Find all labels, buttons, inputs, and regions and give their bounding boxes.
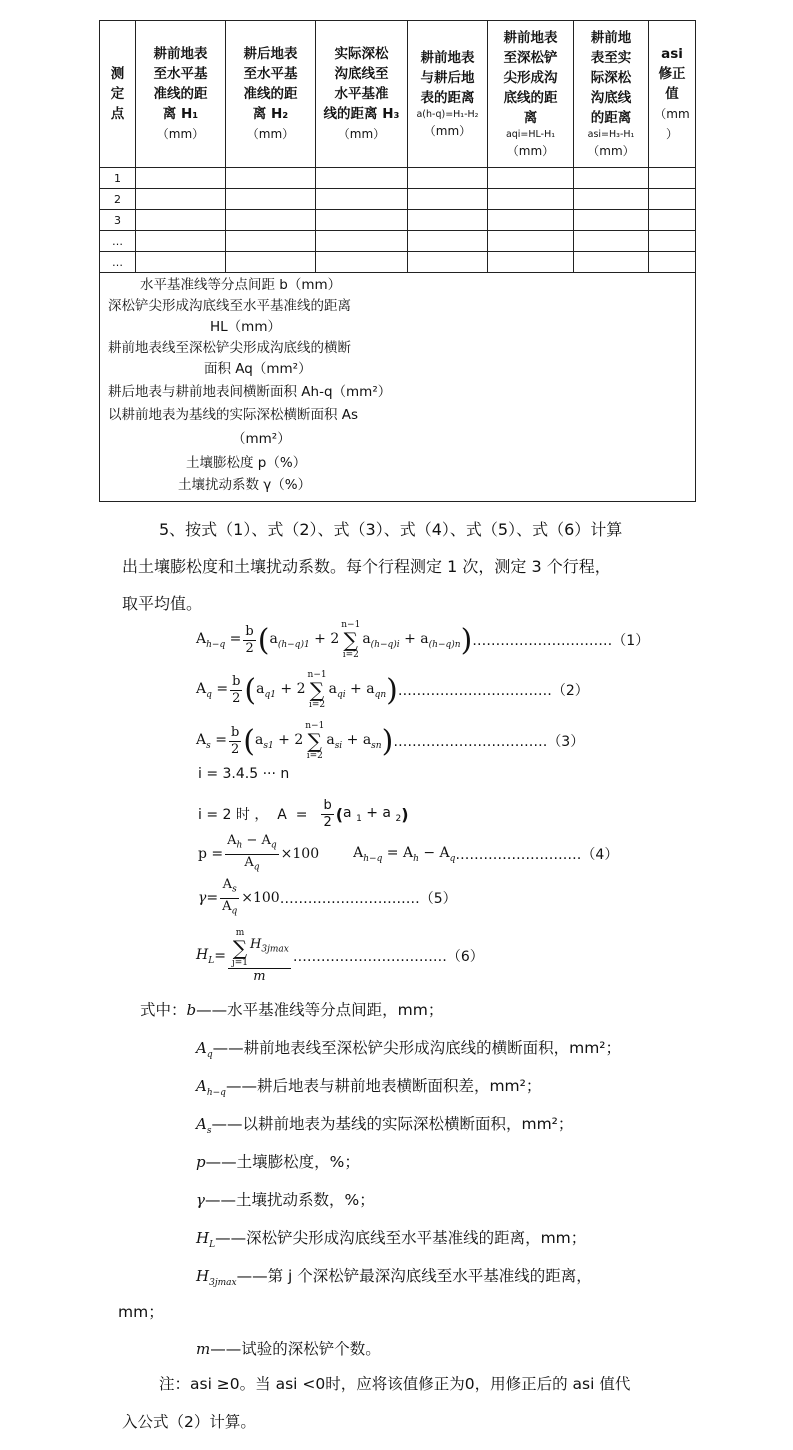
- table-cell: [649, 231, 696, 252]
- definition-ahq: $A_{h-q}——$耕后地表与耕前地表横断面积差，mm²；: [196, 1077, 542, 1098]
- header-cell: 耕前地表 与耕后地 表的距离 a(h-q)=H₁-H₂ （mm）: [408, 21, 488, 168]
- header-cell: 耕前地 表至实 际深松 沟底线 的距离 asi=H₃-H₁ （mm）: [574, 21, 649, 168]
- table-cell: [408, 231, 488, 252]
- step5-line: 取平均值。: [122, 594, 203, 613]
- table-cell: [574, 189, 649, 210]
- definition-text: ——耕前地表线至深松铲尖形成沟底线的横断面积，mm²；: [212, 1039, 622, 1057]
- definition-p: p——土壤膨松度，%；: [196, 1153, 360, 1171]
- table-cell: [488, 252, 574, 273]
- table-cell: [574, 252, 649, 273]
- definition-text: ——耕后地表与耕前地表横断面积差，mm²；: [225, 1077, 542, 1095]
- table-cell: [316, 210, 408, 231]
- table-cell: [574, 231, 649, 252]
- table-summary-row: [100, 273, 696, 502]
- definition-intro: 式中：: [140, 1001, 187, 1019]
- definition-as: $A_s——$以耕前地表为基线的实际深松横断面积，mm²；: [196, 1115, 574, 1136]
- table-row: [100, 168, 696, 189]
- summary-line: 耕后地表与耕前地表间横断面积 Ah-q（mm²）: [108, 384, 392, 400]
- table-cell: [136, 252, 226, 273]
- table-cell: [408, 210, 488, 231]
- equation-number: ……………………………（6）: [292, 949, 484, 965]
- summary-line: （mm²）: [232, 431, 291, 447]
- formula-6: $H_L$ = m ∑ j=1 $H_{3jmax}$ m ……………………………（6）: [196, 927, 484, 984]
- table-cell: [408, 189, 488, 210]
- definition-b: 式中：b——水平基准线等分点间距，mm；: [140, 1001, 444, 1019]
- header-cell: 实际深松 沟底线至 水平基准 线的距离 H₃ （mm）: [316, 21, 408, 168]
- table-cell: [488, 189, 574, 210]
- table-cell: [136, 210, 226, 231]
- row-label: 1: [100, 168, 136, 189]
- table-cell: [408, 252, 488, 273]
- header-cell: 耕前地表 至水平基 准线的距 离 H₁ （mm）: [136, 21, 226, 168]
- definition-h3j-unit: mm；: [118, 1303, 164, 1321]
- equation-number: ……………………………（2）: [397, 683, 589, 699]
- table-cell: [649, 189, 696, 210]
- summary-line: 水平基准线等分点间距 b（mm）: [140, 277, 342, 293]
- table-row: [100, 231, 696, 252]
- summary-line: 土壤扰动系数 γ（%）: [178, 477, 312, 493]
- formula-i-two: i = 2 时 ， A = $\frac{b}{2}$ ( a $_1$ + a $_2$ ): [198, 797, 409, 830]
- definition-h3j: $H_{3jmax}——$第 j 个深松铲最深沟底线至水平基准线的距离，: [196, 1267, 592, 1288]
- table-cell: [226, 189, 316, 210]
- definition-text: ——试验的深松铲个数。: [210, 1340, 381, 1358]
- definition-m: m——试验的深松铲个数。: [196, 1340, 381, 1358]
- formula-2: $A_q$ = $\frac{b}{2}$ ( $a_{q1} + 2$ n−1 ∑ i=2 $a_{qi} + a_{qn}$ ) ……………………………（2）: [196, 670, 589, 710]
- definition-text: ——水平基准线等分点间距，mm；: [196, 1001, 444, 1019]
- formula-5: γ = $\frac{A_s}{A_q}$ ×100 …………………………（5）: [198, 876, 457, 917]
- row-label: …: [100, 231, 136, 252]
- table-row: [100, 189, 696, 210]
- table-row: [100, 210, 696, 231]
- index-range: i = 3.4.5 ··· n: [198, 766, 290, 782]
- step5-line: 5、按式（1）、式（2）、式（3）、式（4）、式（5）、式（6）计算: [159, 520, 623, 539]
- definition-text: ——土壤扰动系数，%；: [204, 1191, 375, 1209]
- definition-hl: $H_L——$深松铲尖形成沟底线至水平基准线的距离，mm；: [196, 1229, 587, 1250]
- formula-1: $A_{h-q}$ = $\frac{b}{2}$ ( $a_{(h-q)1} + 2$ n−1 ∑ i=2 $a_{(h-q)i} + a_{(h-q)n}$ ) …………………………（1）: [196, 620, 650, 660]
- summary-line: 深松铲尖形成沟底线至水平基准线的距离: [108, 298, 351, 314]
- definition-text: ——以耕前地表为基线的实际深松横断面积，mm²；: [211, 1115, 574, 1133]
- note-line: 入公式（2）计算。: [122, 1413, 256, 1431]
- table-cell: [226, 168, 316, 189]
- table-header-row: [100, 21, 696, 168]
- table-cell: [136, 189, 226, 210]
- equation-number: ……………………………（3）: [393, 734, 585, 750]
- formula-4: p = $\frac{A_h - A_q}{A_q}$ ×100 $A_{h-q} = A_h - A_q$ ………………………（4）: [198, 832, 619, 873]
- table-cell: [574, 210, 649, 231]
- table-cell: [226, 252, 316, 273]
- summary-line: HL（mm）: [210, 319, 281, 335]
- step5-line: 出土壤膨松度和土壤扰动系数。每个行程测定 1 次，测定 3 个行程，: [122, 557, 611, 576]
- table-cell: [316, 231, 408, 252]
- definition-text: ——深松铲尖形成沟底线至水平基准线的距离，mm；: [215, 1229, 587, 1247]
- header-cell: 耕前地表 至深松铲 尖形成沟 底线的距 离 aqi=HL-H₁ （mm）: [488, 21, 574, 168]
- definition-text: ——土壤膨松度，%；: [205, 1153, 360, 1171]
- measurement-table: [99, 20, 696, 502]
- table-cell: [649, 252, 696, 273]
- table-cell: [316, 168, 408, 189]
- equation-number: ………………………（4）: [455, 847, 619, 863]
- header-cell: 耕后地表 至水平基 准线的距 离 H₂ （mm）: [226, 21, 316, 168]
- definition-text: ——第 j 个深松铲最深沟底线至水平基准线的距离，: [236, 1267, 592, 1285]
- table-cell: [574, 168, 649, 189]
- header-cell: 测 定 点: [100, 21, 136, 168]
- summary-line: 面积 Aq（mm²）: [204, 361, 312, 377]
- summary-cell: [100, 273, 696, 502]
- formula-3: $A_s$ = $\frac{b}{2}$ ( $a_{s1} + 2$ n−1 ∑ i=2 $a_{si} + a_{sn}$ ) ……………………………（3）: [196, 721, 585, 761]
- table-cell: [408, 168, 488, 189]
- table-cell: [226, 210, 316, 231]
- definition-aq: $A_q——$耕前地表线至深松铲尖形成沟底线的横断面积，mm²；: [196, 1039, 622, 1060]
- summary-line: 耕前地表线至深松铲尖形成沟底线的横断: [108, 340, 351, 356]
- definition-gamma: γ——土壤扰动系数，%；: [196, 1191, 375, 1209]
- row-label: 3: [100, 210, 136, 231]
- table-cell: [488, 231, 574, 252]
- table-cell: [649, 168, 696, 189]
- row-label: …: [100, 252, 136, 273]
- note-line: 注：asi ≥0。当 asi <0时，应将该值修正为0，用修正后的 asi 值代: [159, 1375, 631, 1393]
- table-cell: [488, 168, 574, 189]
- table-cell: [316, 252, 408, 273]
- table-cell: [226, 231, 316, 252]
- summary-line: 土壤膨松度 p（%）: [186, 455, 307, 471]
- table-cell: [136, 168, 226, 189]
- equation-number: …………………………（5）: [279, 891, 457, 907]
- i-two-label: i = 2 时 ， A =: [198, 807, 308, 823]
- row-label: 2: [100, 189, 136, 210]
- header-cell: asi 修正 值 （mm ）: [649, 21, 696, 168]
- equation-number: …………………………（1）: [472, 633, 650, 649]
- table-cell: [649, 210, 696, 231]
- table-cell: [488, 210, 574, 231]
- table-cell: [316, 189, 408, 210]
- table-cell: [136, 231, 226, 252]
- summary-line: 以耕前地表为基线的实际深松横断面积 As: [108, 407, 359, 423]
- table-row: [100, 252, 696, 273]
